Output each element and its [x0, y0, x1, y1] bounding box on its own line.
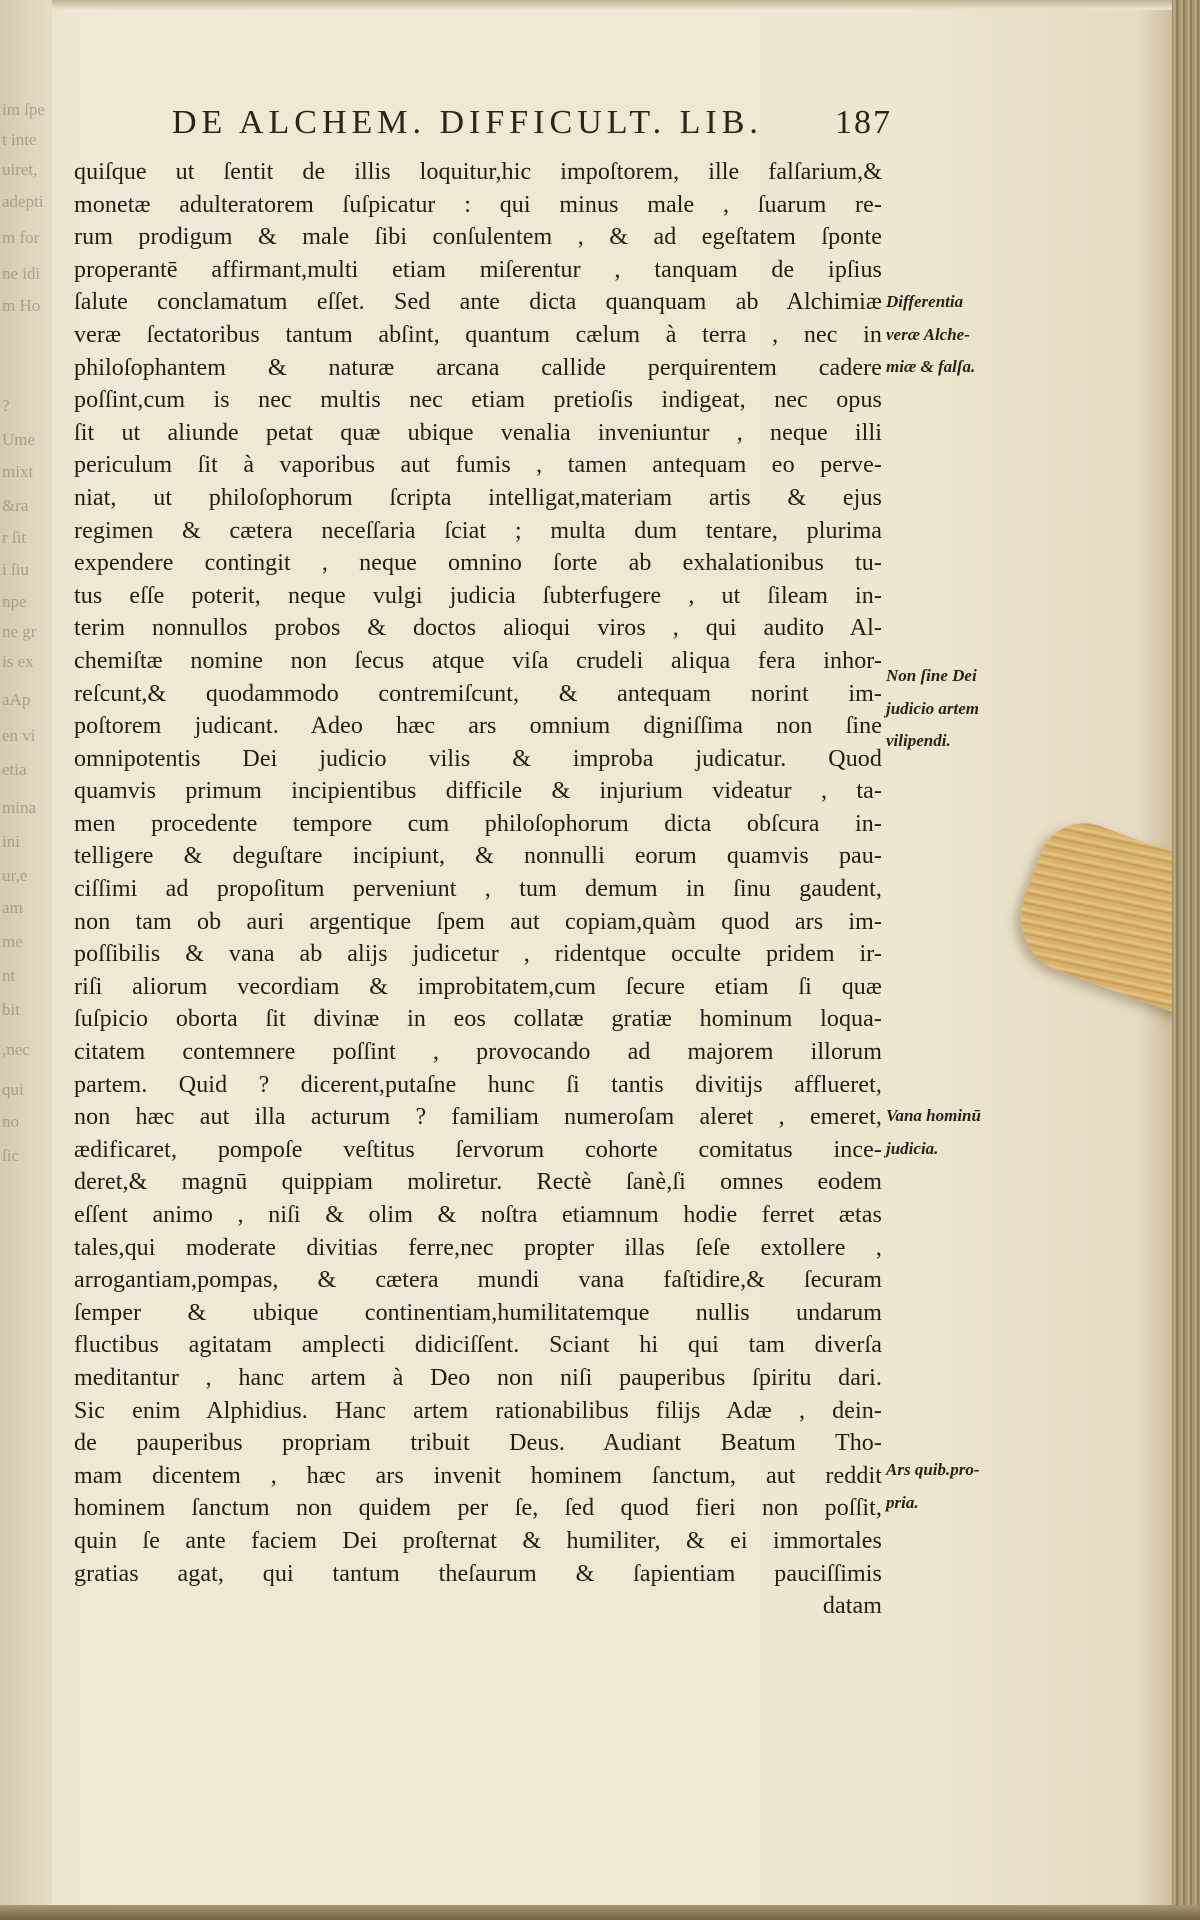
text-line: deret,& magnū quippiam moliretur. Rectè ſanè,ſi omnes eodem	[74, 1169, 882, 1196]
text-line: periculum ſit à vaporibus aut fumis , tamen antequam eo perve-	[74, 452, 882, 479]
facing-fragment: nt	[2, 966, 16, 985]
text-line: fluctibus agitatam amplecti didiciſſent. Sciant hi qui tam diverſa	[74, 1332, 882, 1359]
text-line: citatem contemnere poſſint , provocando ad majorem illorum	[74, 1039, 882, 1066]
facing-fragment: bit	[2, 1000, 20, 1019]
text-line: ciſſimi ad propoſitum perveniunt , tum demum in ſinu gaudent,	[74, 876, 882, 903]
facing-fragment: adepti	[2, 192, 44, 211]
text-line: niat, ut philoſophorum ſcripta intelligat,materiam artis & ejus	[74, 484, 882, 511]
facing-fragment: ne idi	[2, 264, 41, 283]
text-line: gratias agat, qui tantum theſaurum & ſapientiam pauciſſimis	[74, 1560, 882, 1587]
bottom-page-edge	[0, 1905, 1200, 1920]
text-line: ſit ut aliunde petat quæ ubique venalia inveniuntur , neque illi	[74, 419, 882, 446]
facing-fragment: aAp	[2, 690, 31, 709]
running-header	[172, 104, 892, 142]
text-line: hominem ſanctum non quidem per ſe, ſed quod fieri non poſſit,	[74, 1495, 882, 1522]
facing-fragment: &ra	[2, 496, 29, 515]
text-line: arrogantiam,pompas, & cætera mundi vana faſtidire,& ſecuram	[74, 1267, 882, 1294]
top-page-edge	[52, 0, 1172, 10]
facing-fragment: npe	[2, 592, 27, 611]
facing-fragment: en vi	[2, 726, 36, 745]
right-page-edges	[1172, 0, 1200, 1920]
text-line: regimen & cætera neceſſaria ſciat ; multa dum tentare, plurima	[74, 517, 882, 544]
text-line: properantē affirmant,multi etiam miſerentur , tanquam de ipſius	[74, 256, 882, 283]
marginal-note	[886, 286, 975, 384]
text-line: expendere contingit , neque omnino ſorte ab exhalationibus tu-	[74, 550, 882, 577]
facing-fragment: mina	[2, 798, 36, 817]
catchword: datam	[822, 1593, 882, 1620]
facing-fragment: r ſit	[2, 528, 27, 547]
facing-fragment: no	[2, 1112, 19, 1131]
note-line: judicio artem	[886, 698, 980, 718]
note-line: Ars quib.pro-	[886, 1460, 980, 1479]
main-text-block	[74, 156, 882, 1623]
note-line: vilipendi.	[886, 731, 951, 751]
note-line: Non ſine Dei	[886, 666, 977, 685]
facing-fragment: ur,e	[2, 866, 28, 885]
text-line: poſſint,cum is nec multis nec etiam pretioſis indigeat, nec opus	[74, 387, 882, 414]
text-line: quiſque ut ſentit de illis loquitur,hic impoſtorem, ille falſarium,&	[74, 159, 882, 185]
text-line: reſcunt,& quodammodo contremiſcunt, & antequam norint im-	[74, 680, 882, 707]
text-line: monetæ adulteratorem ſuſpicatur : qui minus male , ſuarum re-	[74, 191, 882, 218]
text-line: riſi aliorum vecordiam & improbitatem,cum ſecure etiam ſi quæ	[74, 973, 882, 1000]
text-line: poſſibilis & vana ab alijs judicetur , ridentque occulte pridem ir-	[74, 941, 882, 968]
facing-fragment: ?	[2, 396, 10, 415]
note-line: miæ & falſa.	[886, 357, 976, 377]
text-line: quamvis primum incipientibus difficile & injurium videatur , ta-	[74, 778, 882, 805]
facing-fragment: is ex	[2, 652, 34, 671]
marginal-note	[886, 1100, 981, 1165]
text-line: rum prodigum & male ſibi conſulentem , & ad egeſtatem ſponte	[74, 224, 882, 251]
text-line: philoſophantem & naturæ arcana callide perquirentem cadere	[74, 354, 882, 381]
facing-fragment: m for	[2, 228, 40, 247]
facing-fragment: im ſpe	[2, 100, 45, 119]
text-line: chemiſtæ nomine non ſecus atque viſa crudeli aliqua fera inhor-	[74, 647, 882, 674]
facing-fragment: Ume	[2, 430, 36, 449]
text-line: terim nonnullos probos & doctos alioqui viros , qui audito Al-	[74, 615, 882, 642]
text-line: ſalute conclamatum eſſet. Sed ante dicta quanquam ab Alchimiæ	[74, 289, 882, 316]
note-line: Vana hominū	[886, 1106, 981, 1125]
text-line: quin ſe ante faciem Dei proſternat & humiliter, & ei immortales	[74, 1527, 882, 1554]
text-line: Sic enim Alphidius. Hanc artem rationabilibus filijs Adæ , dein-	[74, 1397, 882, 1424]
text-line: veræ ſectatoribus tantum abſint, quantum cælum à terra , nec in	[74, 321, 882, 348]
facing-fragment: m Ho	[2, 296, 41, 315]
facing-fragment: am	[2, 898, 23, 917]
facing-page-bleed	[0, 0, 52, 1920]
text-line: ſuſpicio oborta ſit divinæ in eos collatæ gratiæ hominum loqua-	[74, 1006, 882, 1033]
facing-fragment: ,nec	[2, 1040, 30, 1059]
facing-fragment: mixt	[2, 462, 34, 481]
text-line: telligere & deguſtare incipiunt, & nonnulli eorum quamvis pau-	[74, 843, 882, 870]
facing-fragment: t inte	[2, 130, 37, 149]
text-line: ædificaret, pompoſe veſtitus ſervorum cohorte comitatus ince-	[74, 1136, 882, 1163]
text-line: non hæc aut illa acturum ? familiam numeroſam aleret , emeret,	[74, 1104, 882, 1131]
text-line: tales,qui moderate divitias ferre,nec propter illas ſeſe extollere ,	[74, 1234, 882, 1261]
note-line: Differentia	[886, 292, 964, 311]
facing-fragment: ſic	[2, 1146, 19, 1165]
facing-fragment: ne gr	[2, 622, 37, 641]
marginal-note	[886, 1454, 980, 1519]
facing-fragment: i ſiu	[2, 560, 29, 579]
marginal-note	[886, 660, 979, 758]
facing-fragment: uiret,	[2, 160, 38, 179]
text-line: de pauperibus propriam tribuit Deus. Audiant Beatum Tho-	[74, 1430, 882, 1457]
facing-fragment: qui	[2, 1080, 24, 1099]
text-line: tus eſſe poterit, neque vulgi judicia ſubterfugere , ut ſileam in-	[74, 582, 882, 609]
text-line: non tam ob auri argentique ſpem aut copiam,quàm quod ars im-	[74, 908, 882, 935]
note-line: veræ Alche-	[886, 324, 970, 344]
note-line: pria.	[886, 1492, 919, 1512]
text-line: meditantur , hanc artem à Deo non niſi pauperibus ſpiritu dari.	[74, 1364, 882, 1391]
text-line: eſſent animo , niſi & olim & noſtra etiamnum hodie ferret ætas	[74, 1202, 882, 1228]
note-line: judicia.	[886, 1138, 939, 1158]
page-number: 187	[835, 104, 892, 141]
text-line: ſemper & ubique continentiam,humilitatemque nullis undarum	[74, 1299, 882, 1326]
facing-fragment: me	[2, 932, 23, 951]
text-line: poſtorem judicant. Adeo hæc ars omnium digniſſima non ſine	[74, 713, 882, 740]
text-line: mam dicentem , hæc ars invenit hominem ſanctum, aut reddit	[74, 1462, 882, 1489]
text-line: partem. Quid ? dicerent,putaſne hunc ſi tantis divitijs afflueret,	[74, 1071, 882, 1098]
running-title: DE ALCHEM. DIFFICULT. LIB.	[172, 104, 763, 141]
facing-fragment: ini	[2, 832, 20, 851]
text-line: men procedente tempore cum philoſophorum dicta obſcura in-	[74, 810, 882, 837]
text-line: omnipotentis Dei judicio vilis & improba judicatur. Quod	[74, 745, 882, 772]
facing-fragment: etia	[2, 760, 27, 779]
wooden-page-holder	[1005, 810, 1200, 1019]
